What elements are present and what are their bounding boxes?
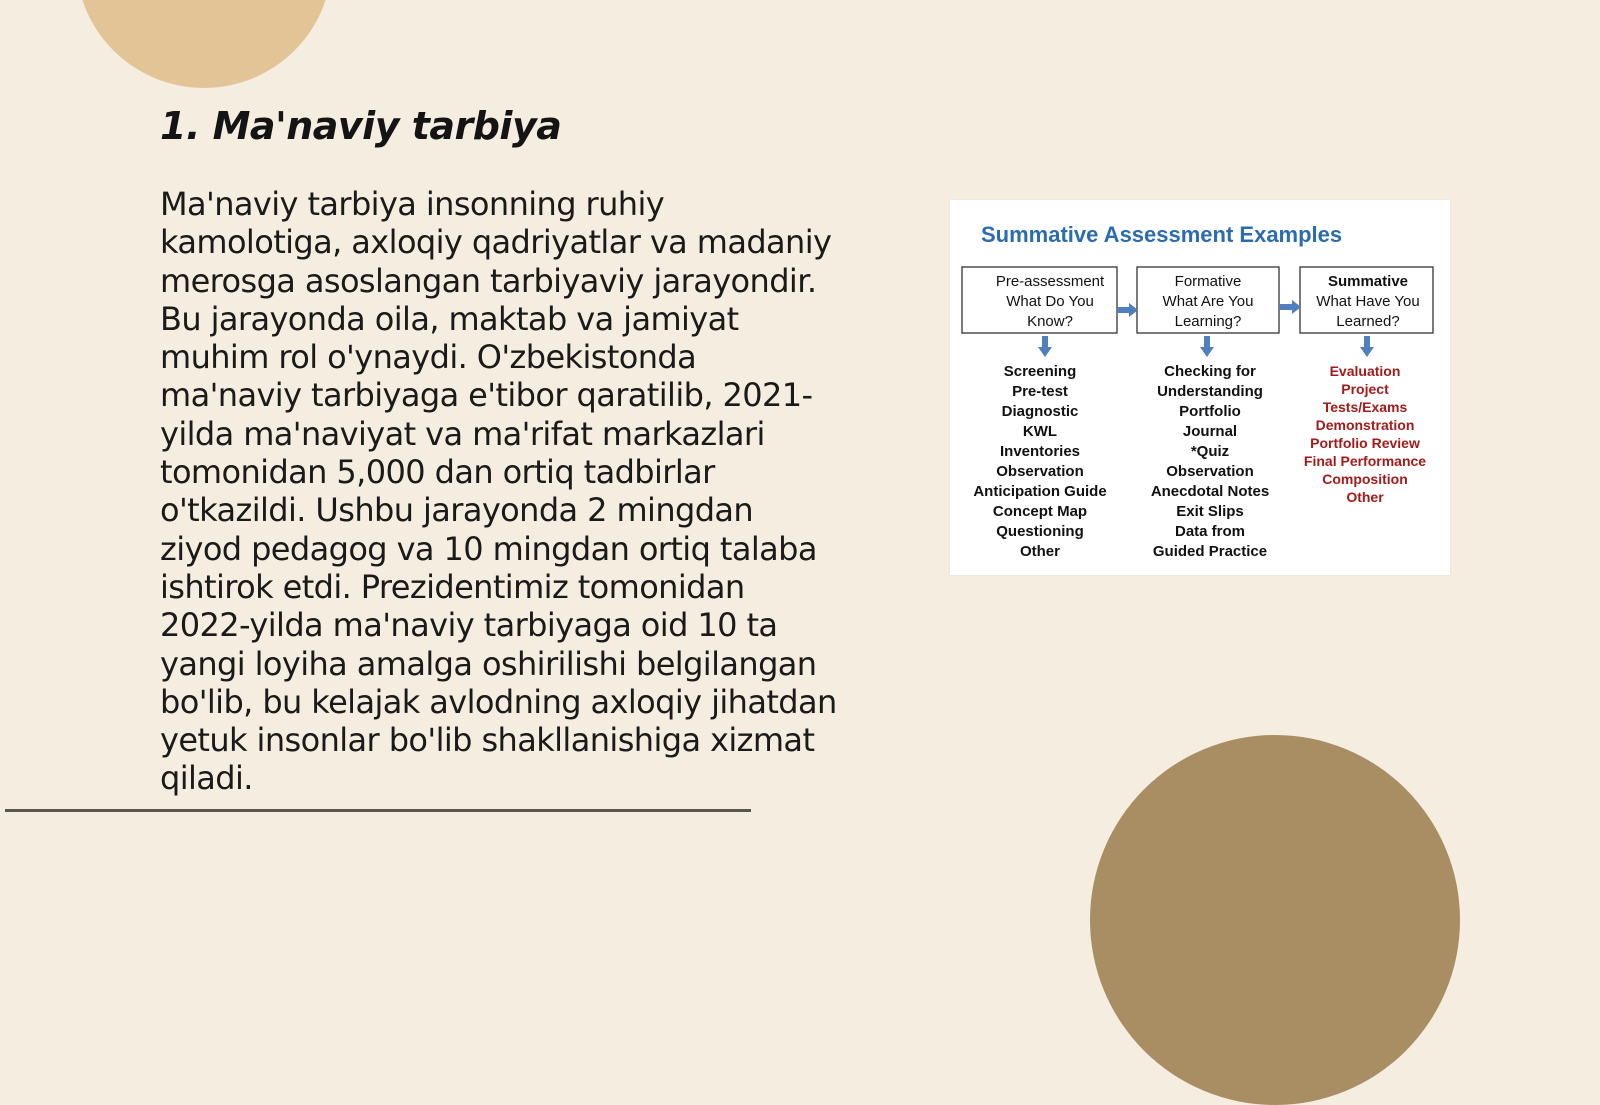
box-pre-line-3: Know? [1027, 313, 1073, 330]
box-formative-line-1: Formative [1174, 273, 1242, 290]
slide-title: 1. Ma'naviy tarbiya [160, 104, 562, 148]
arrow-right-icon [1118, 303, 1138, 317]
formative-item: Exit Slips [1176, 503, 1244, 520]
pre-item: Observation [996, 463, 1084, 480]
box-pre-line-1: Pre-assessment [995, 273, 1105, 290]
summative-item: Final Performance [1303, 453, 1427, 469]
figure-title: Summative Assessment Examples [981, 222, 1343, 247]
box-summative-line-2: What Have You [1316, 293, 1420, 310]
pre-item: KWL [1022, 423, 1058, 440]
box-summative-line-1: Summative [1327, 273, 1409, 290]
pre-item: Concept Map [992, 503, 1088, 520]
box-formative-line-3: Learning? [1174, 313, 1242, 330]
formative-item: Data from [1174, 523, 1246, 540]
pre-item: Questioning [996, 523, 1084, 540]
summative-item: Other [1346, 489, 1384, 505]
pre-item: Pre-test [1012, 383, 1068, 400]
summative-item: Project [1341, 381, 1389, 397]
formative-item: Understanding [1157, 383, 1263, 400]
decorative-circle-bottom [1090, 735, 1460, 1105]
pre-item: Anticipation Guide [973, 483, 1107, 500]
pre-item: Screening [1003, 363, 1077, 380]
formative-item: Anecdotal Notes [1150, 483, 1270, 500]
arrow-down-icon [1360, 336, 1374, 357]
pre-item: Inventories [999, 443, 1081, 460]
decorative-circle-top [76, 0, 332, 88]
box-pre-line-2: What Do You [1006, 293, 1094, 310]
summative-item: Portfolio Review [1310, 435, 1420, 451]
assessment-figure [950, 200, 1450, 575]
formative-item: Observation [1166, 463, 1254, 480]
arrow-down-icon [1200, 336, 1214, 357]
arrow-down-icon [1038, 336, 1052, 357]
formative-item: Journal [1182, 423, 1238, 440]
box-summative-line-3: Learned? [1336, 313, 1400, 330]
formative-item: *Quiz [1190, 443, 1230, 460]
pre-item: Diagnostic [1001, 403, 1079, 420]
box-formative-line-2: What Are You [1162, 293, 1254, 310]
summative-item: Demonstration [1315, 417, 1415, 433]
formative-item: Checking for [1164, 363, 1256, 380]
formative-item: Portfolio [1179, 403, 1241, 420]
summative-item: Tests/Exams [1322, 399, 1408, 415]
arrow-right-icon [1280, 300, 1301, 314]
divider-line [5, 809, 751, 812]
summative-item: Evaluation [1329, 363, 1401, 379]
pre-item: Other [1019, 543, 1061, 560]
formative-item: Guided Practice [1152, 543, 1268, 560]
slide-body-text: Ma'naviy tarbiya insonning ruhiy kamolotiga, axloqiy qadriyatlar va madaniy merosga asoslangan tarbiyaviy jarayondir. Bu jarayonda oila, maktab va jamiyat muhim rol o'ynaydi. O'zbekistonda ma'naviy tarbiyaga e'tibor qaratilib, 2021-yilda ma'naviyat va ma'rifat markazlari tomonidan 5,000 dan ortiq tadbirlar o'tkazildi. Ushbu jarayonda 2 mingdan ziyod pedagog va 10 mingdan ortiq talaba ishtirok etdi. Prezidentimiz tomonidan 2022-yilda ma'naviy tarbiyaga oid 10 ta yangi loyiha amalga oshirilishi belgilangan bo'lib, bu kelajak avlodning axloqiy jihatdan yetuk insonlar bo'lib shakllanishiga xizmat qiladi. [160, 185, 837, 798]
summative-item: Composition [1322, 471, 1408, 487]
